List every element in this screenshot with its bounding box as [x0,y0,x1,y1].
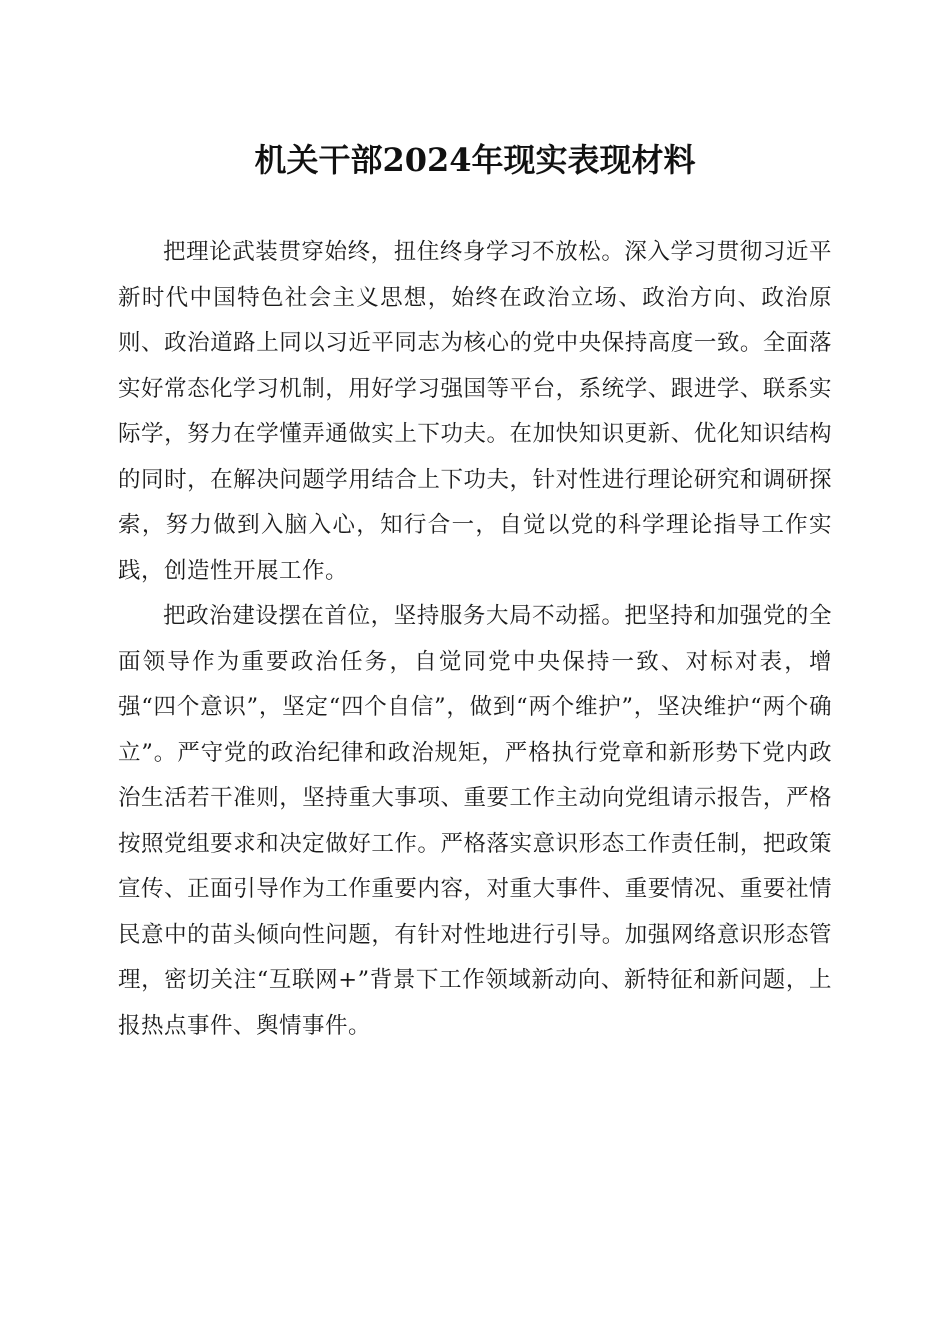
document-title: 机关干部2024年现实表现材料 [254,141,696,179]
paragraph-theory-study: 把理论武装贯穿始终，扭住终身学习不放松。深入学习贯彻习近平新时代中国特色社会主义思想，始终在政治立场、政治方向、政治原则、政治道路上同以习近平同志为核心的党中央保持高度一致。全面落实好常态化学习机制，用好学习强国等平台，系统学、跟进学、联系实际学，努力在学懂弄通做实上下功夫。在加快知识更新、优化知识结构的同时，在解决问题学用结合上下功夫，针对性进行理论研究和调研探索，努力做到入脑入心，知行合一，自觉以党的科学理论指导工作实践，创造性开展工作。 [118,239,832,584]
document-body [118,230,832,1049]
paragraph-political-construction: 把政治建设摆在首位，坚持服务大局不动摇。把坚持和加强党的全面领导作为重要政治任务，自觉同党中央保持一致、对标对表，增强“四个意识”，坚定“四个自信”，做到“两个维护”，坚决维护“两个确立”。严守党的政治纪律和政治规矩，严格执行党章和新形势下党内政治生活若干准则，坚持重大事项、重要工作主动向党组请示报告，严格按照党组要求和决定做好工作。严格落实意识形态工作责任制，把政策宣传、正面引导作为工作重要内容，对重大事件、重要情况、重要社情民意中的苗头倾向性问题，有针对性地进行引导。加强网络意识形态管理，密切关注“互联网+”背景下工作领域新动向、新特征和新问题，上报热点事件、舆情事件。 [118,603,832,1039]
